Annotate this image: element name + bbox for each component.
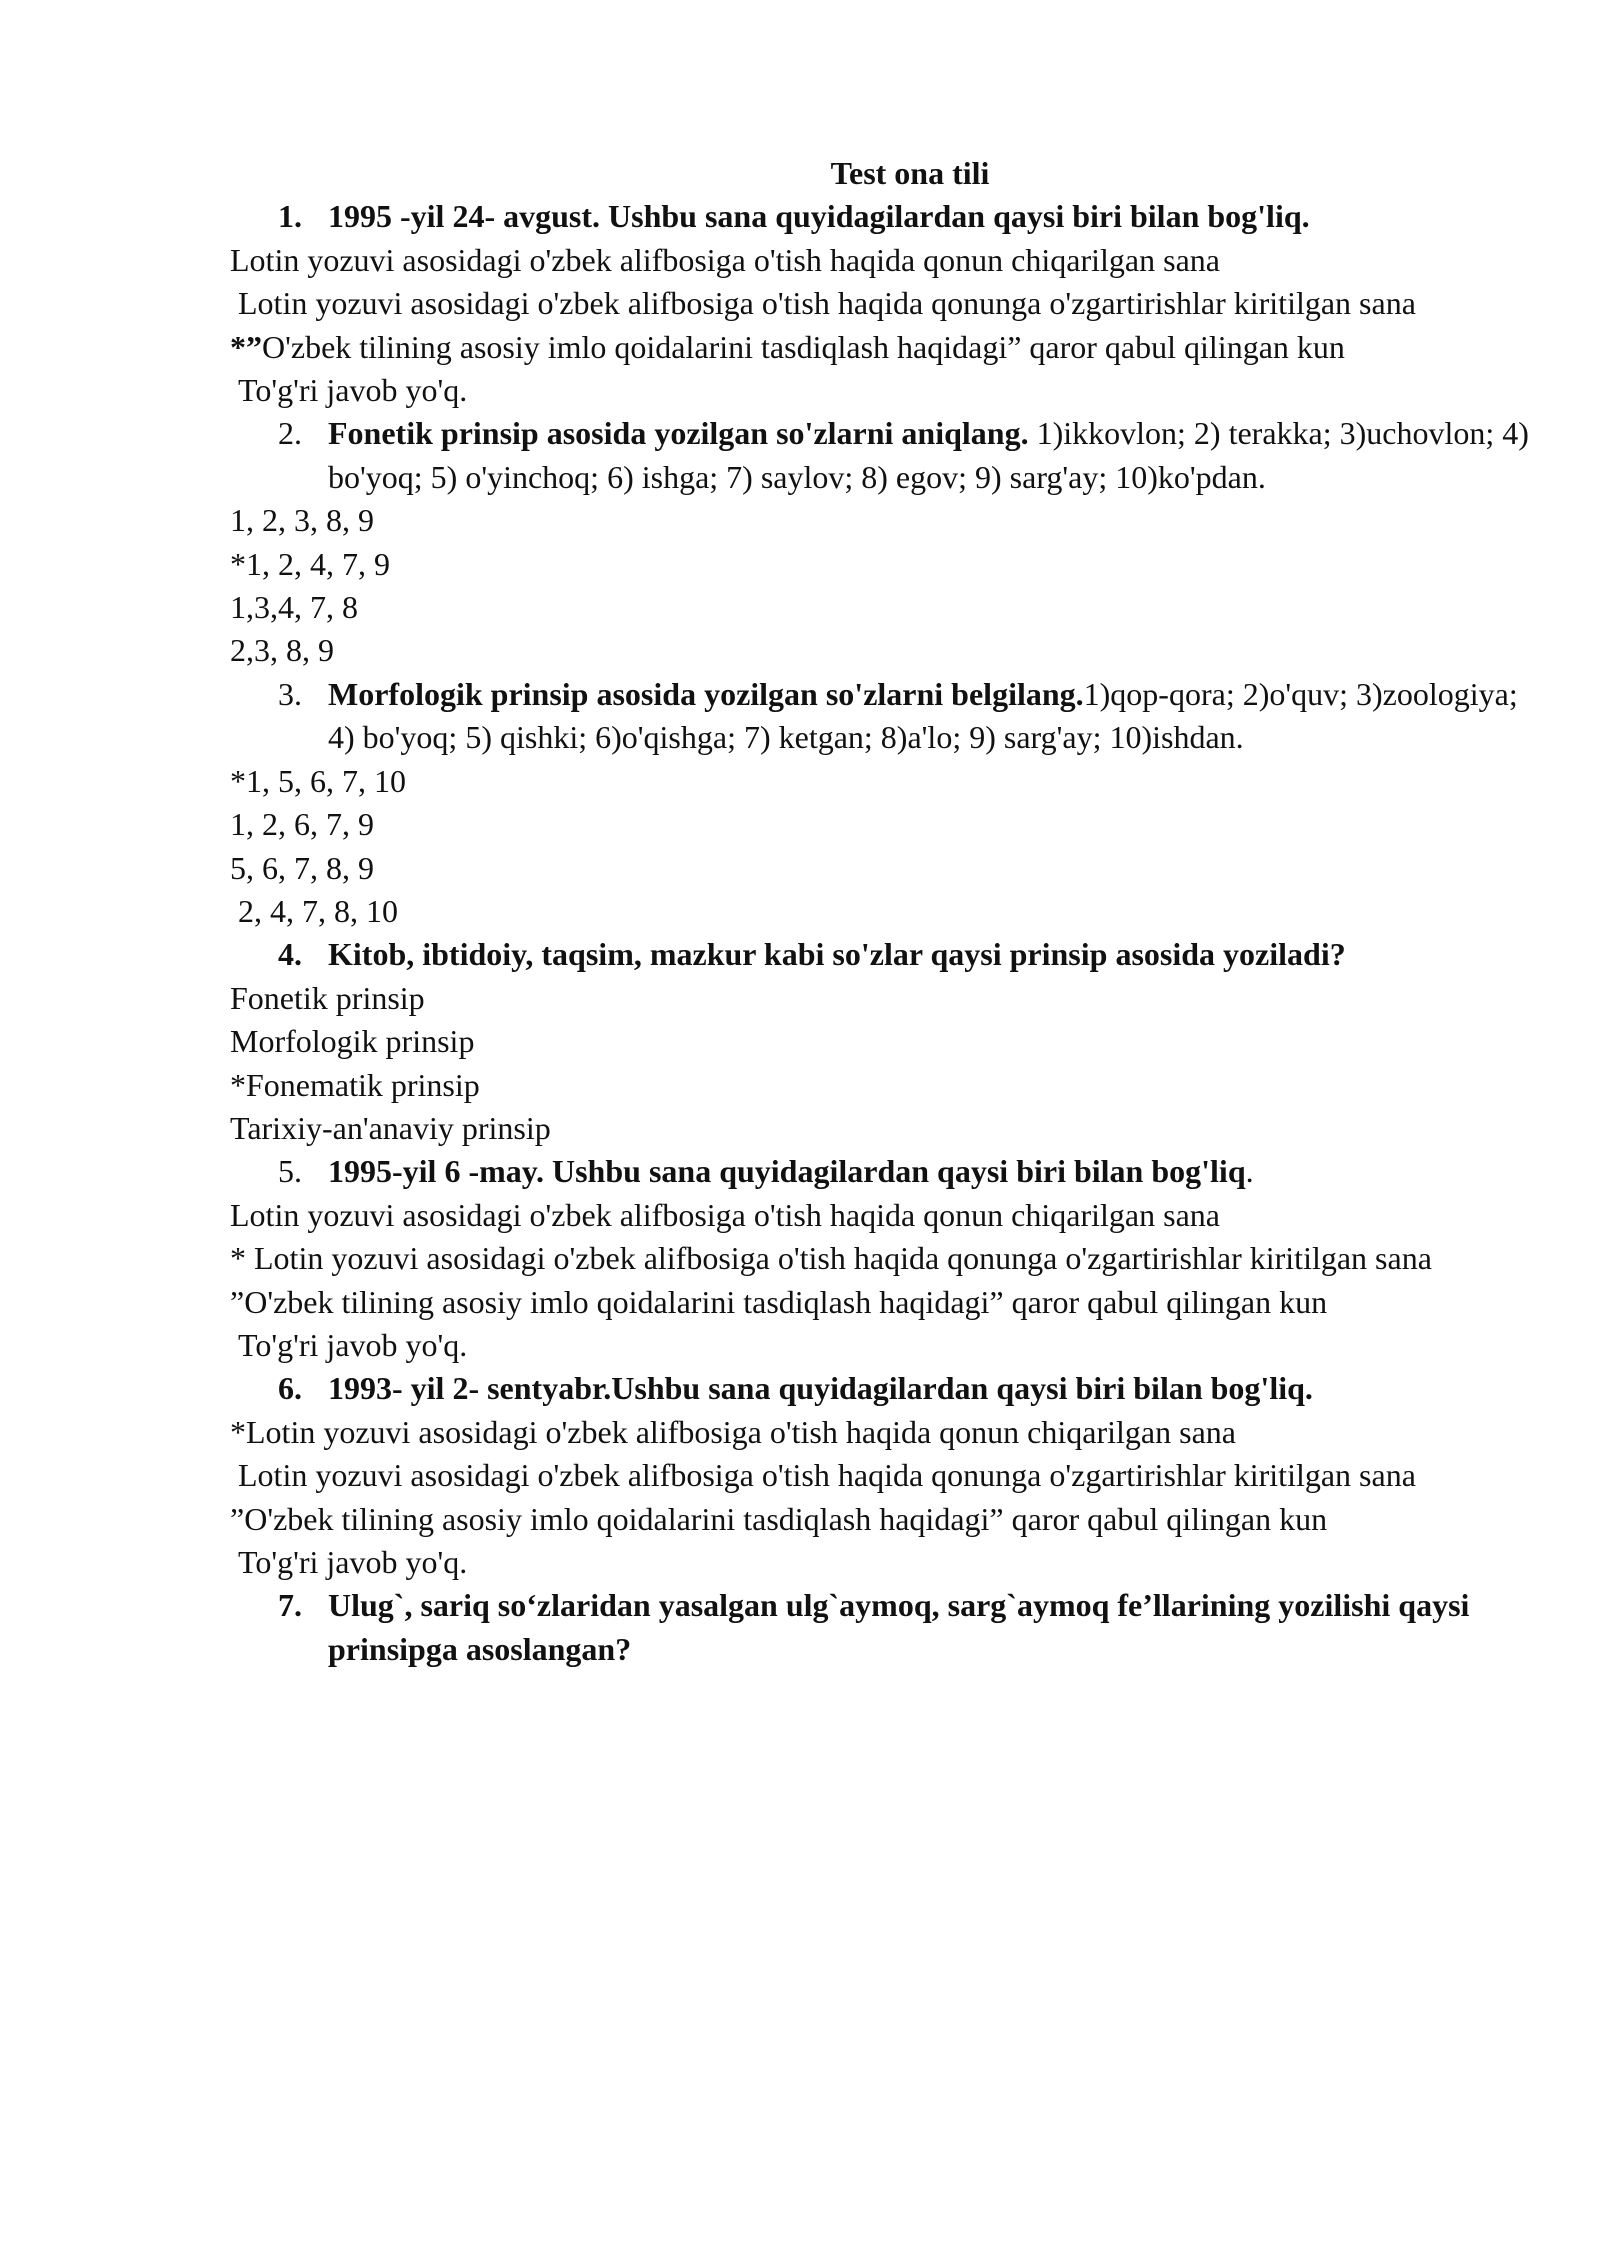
question-end: . xyxy=(1245,1153,1254,1190)
question-7 xyxy=(230,1584,1530,1671)
answer-option: Morfologik prinsip xyxy=(230,1023,475,1060)
answer-option: To'g'ri javob yo'q. xyxy=(230,372,468,409)
answer-option: To'g'ri javob yo'q. xyxy=(230,1326,468,1363)
answer-option: 1,3,4, 7, 8 xyxy=(230,589,358,626)
correct-marker: *” xyxy=(230,328,262,365)
question-text: 1993- yil 2- sentyabr.Ushbu sana quyidagilardan qaysi biri bilan bog'liq. xyxy=(328,1370,1313,1407)
question-text: Morfologik prinsip asosida yozilgan so'zlarni belgilang. xyxy=(328,675,1084,712)
answer-option: To'g'ri javob yo'q. xyxy=(230,1544,468,1580)
question-number: 6. xyxy=(278,1370,302,1407)
answer-option: Lotin yozuvi asosidagi o'zbek alifbosiga o'tish haqida qonun chiqarilgan sana xyxy=(230,1196,1220,1233)
question-number: 2. xyxy=(278,415,302,452)
answer-option: ”O'zbek tilining asosiy imlo qoidalarini tasdiqlash haqidagi” qaror qabul qilingan kun xyxy=(230,1283,1328,1320)
answer-option: *Lotin yozuvi asosidagi o'zbek alifbosiga o'tish haqida qonun chiqarilgan sana xyxy=(230,1413,1236,1450)
question-number: 5. xyxy=(278,1153,302,1190)
answer-option: Lotin yozuvi asosidagi o'zbek alifbosiga o'tish haqida qonunga o'zgartirishlar kiritilgan sana xyxy=(230,1457,1416,1494)
answer-option: ”O'zbek tilining asosiy imlo qoidalarini tasdiqlash haqidagi” qaror qabul qilingan kun xyxy=(230,1500,1328,1537)
question-number: 1. xyxy=(278,198,302,235)
answer-option: 1, 2, 3, 8, 9 xyxy=(230,502,374,539)
question-text: 1995 -yil 24- avgust. Ushbu sana quyidagilardan qaysi biri bilan bog'liq. xyxy=(328,198,1310,235)
answer-option: 5, 6, 7, 8, 9 xyxy=(230,849,374,886)
question-text: Kitob, ibtidoiy, taqsim, mazkur kabi so'zlar qaysi prinsip asosida yoziladi? xyxy=(328,936,1346,973)
answer-option: * Lotin yozuvi asosidagi o'zbek alifbosiga o'tish haqida qonunga o'zgartirishlar kiritilgan sana xyxy=(230,1240,1432,1277)
question-4 xyxy=(230,933,1530,976)
answer-option: *Fonematik prinsip xyxy=(230,1066,480,1103)
answer-option: *1, 2, 4, 7, 9 xyxy=(230,545,390,582)
question-1 xyxy=(230,195,1530,238)
answer-option: Lotin yozuvi asosidagi o'zbek alifbosiga o'tish haqida qonun chiqarilgan sana xyxy=(230,241,1220,278)
document-title: Test ona tili xyxy=(830,155,990,191)
answer-option: Fonetik prinsip xyxy=(230,979,425,1016)
question-5 xyxy=(230,1150,1530,1193)
question-3 xyxy=(230,673,1530,760)
answer-option: Tarixiy-an'anaviy prinsip xyxy=(230,1109,551,1146)
answer-option-correct xyxy=(230,326,1530,369)
question-words: 1)qop-qora; 2)o'quv; 3)zoologiya; 4) bo'yoq; 5) qishki; 6)o'qishga; 7) ketgan; 8)a'lo; 9) sarg'ay; 10)ishdan. xyxy=(328,675,1518,756)
question-text: Fonetik prinsip asosida yozilgan so'zlarni aniqlang. xyxy=(328,415,1029,452)
question-number: 4. xyxy=(278,936,302,973)
question-text: 1995-yil 6 -may. Ushbu sana quyidagilardan qaysi biri bilan bog'liq xyxy=(328,1153,1246,1190)
question-words: 1)ikkovlon; 2) terakka; 3)uchovlon; 4) bo'yoq; 5) o'yinchoq; 6) ishga; 7) saylov; 8) egov; 9) sarg'ay; 10)ko'pdan. xyxy=(328,415,1529,495)
question-text: Ulug`, sariq so‘zlaridan yasalgan ulg`aymoq, sarg`aymoq fe’llarining yozilishi qaysi prinsipga asoslangan? xyxy=(328,1587,1470,1667)
question-number: 7. xyxy=(278,1587,302,1624)
answer-option: 2,3, 8, 9 xyxy=(230,632,334,669)
answer-option-text: O'zbek tilining asosiy imlo qoidalarini tasdiqlash haqidagi” qaror qabul qilingan kun xyxy=(262,328,1345,365)
answer-option: *1, 5, 6, 7, 10 xyxy=(230,762,406,799)
document-content xyxy=(230,152,1530,1671)
answer-option: 1, 2, 6, 7, 9 xyxy=(230,806,374,843)
answer-option: 2, 4, 7, 8, 10 xyxy=(230,892,398,929)
answer-option: Lotin yozuvi asosidagi o'zbek alifbosiga o'tish haqida qonunga o'zgartirishlar kiritilgan sana xyxy=(230,285,1416,322)
question-2 xyxy=(230,412,1530,499)
question-number: 3. xyxy=(278,675,302,712)
question-6 xyxy=(230,1367,1530,1410)
